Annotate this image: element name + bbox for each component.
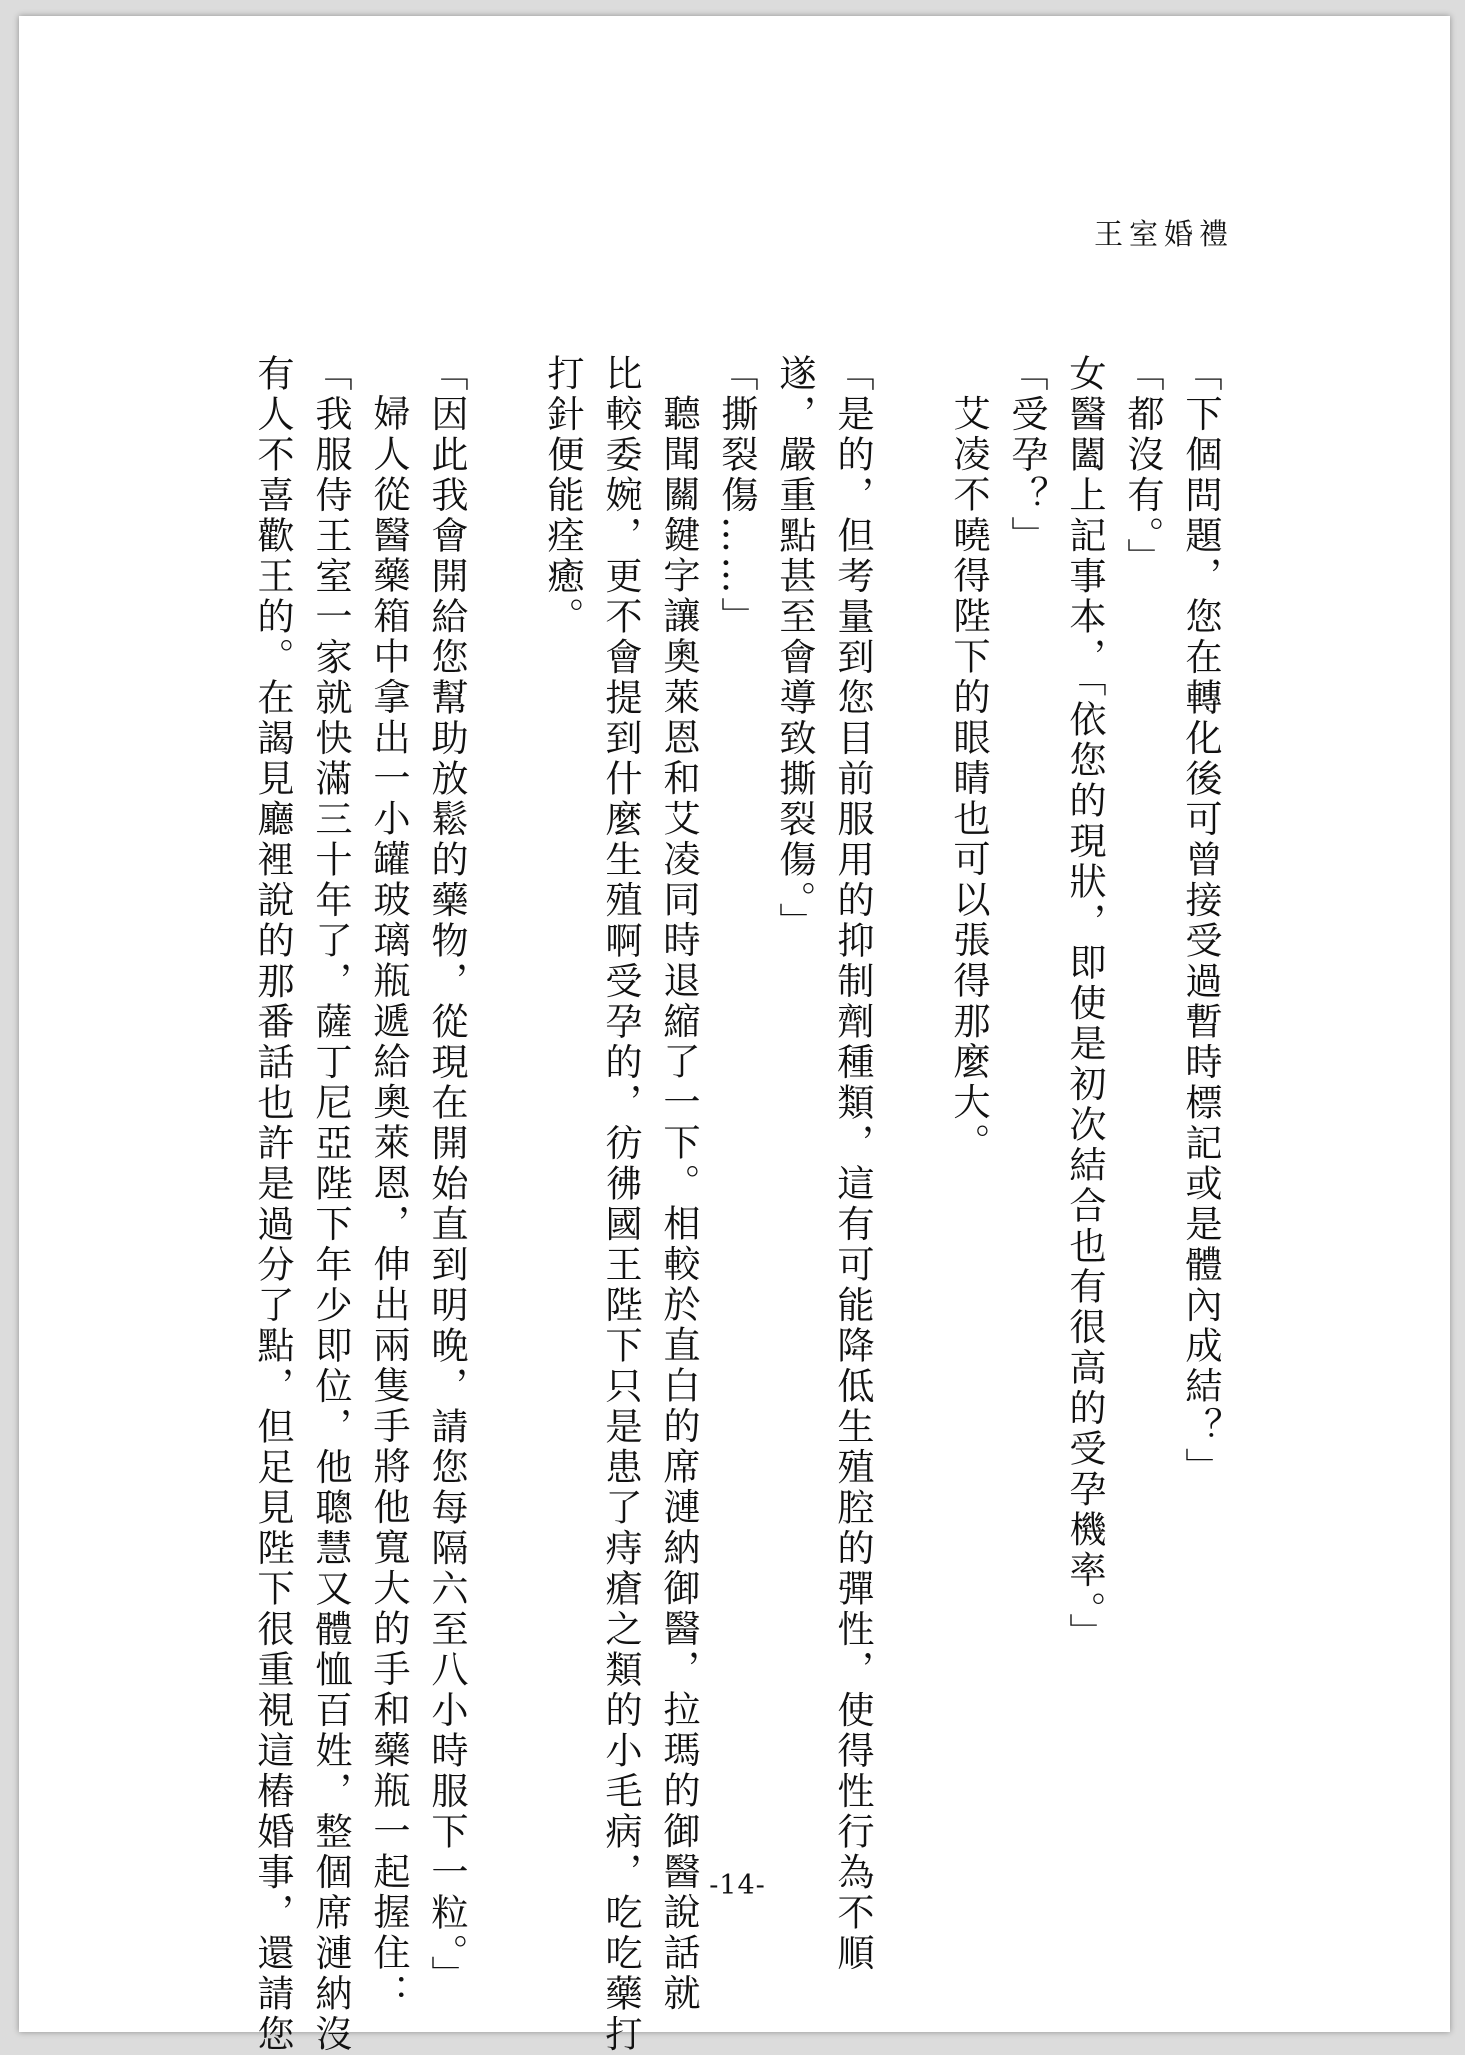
text-line: 「我服侍王室一家就快滿三十年了，薩丁尼亞陛下年少即位，他聰慧又體恤百姓，整個席漣納沒 xyxy=(309,354,353,2055)
text-line: 「下個問題，您在轉化後可曾接受過暫時標記或是體內成結？」 xyxy=(1179,354,1223,1488)
text-line: 女醫闔上記事本，「依您的現狀，即使是初次結合也有很高的受孕機率。」 xyxy=(1063,354,1107,1654)
book-page xyxy=(19,16,1450,2055)
running-header: 王室婚禮 xyxy=(1093,217,1234,251)
text-line: 婦人從醫藥箱中拿出一小罐玻璃瓶遞給奧萊恩，伸出兩隻手將他寬大的手和藥瓶一起握住： xyxy=(367,394,411,2014)
text-line: 打針便能痊癒。 xyxy=(541,354,585,638)
text-line: 「撕裂傷……」 xyxy=(715,354,759,638)
text-line: 「因此我會開給您幫助放鬆的藥物，從現在開始直到明晚，請您每隔六至八小時服下一粒。」 xyxy=(425,354,469,1996)
blank-line xyxy=(882,354,940,1774)
text-line: 「都沒有。」 xyxy=(1121,354,1165,579)
text-line: 艾凌不曉得陛下的眼睛也可以張得那麼大。 xyxy=(947,394,991,1164)
text-line: 比較委婉，更不會提到什麼生殖啊受孕的，彷彿國王陛下只是患了痔瘡之類的小毛病，吃吃藥打 xyxy=(599,354,643,2055)
text-line: 聽聞關鍵字讓奧萊恩和艾凌同時退縮了一下。相較於直白的席漣納御醫，拉瑪的御醫說話就 xyxy=(657,394,701,2014)
text-line: 有人不喜歡王的。在謁見廳裡說的那番話也許是過分了點，但足見陛下很重視這樁婚事，還請您 xyxy=(251,354,295,2055)
text-line: 遂，嚴重點甚至會導致撕裂傷。」 xyxy=(773,354,817,943)
text-line: 「是的，但考量到您目前服用的抑制劑種類，這有可能降低生殖腔的彈性，使得性行為不順 xyxy=(831,354,875,1974)
blank-line xyxy=(476,354,534,1774)
text-line: 「受孕？」 xyxy=(1005,354,1049,557)
page-number: -14- xyxy=(709,1870,766,1901)
